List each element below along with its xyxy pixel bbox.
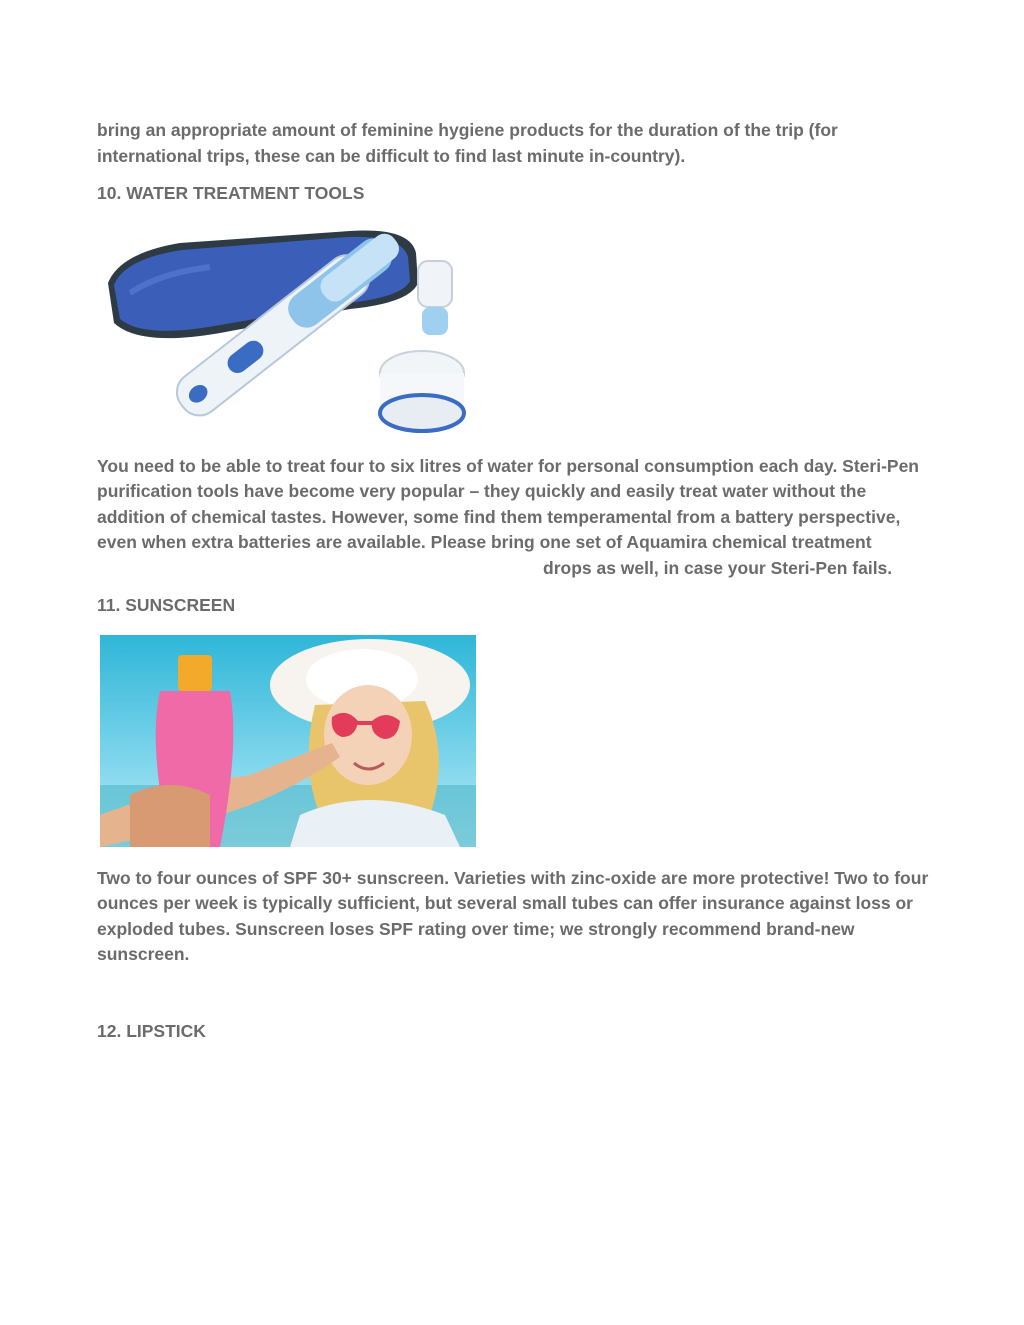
document-page xyxy=(97,118,929,1044)
water-treatment-text-part1: You need to be able to treat four to six litres of water for personal consumption each day. Steri-Pen purification tools have become very popular – they quickly and easily treat water without the addition of chemical tastes. However, some find them temperamental from a battery perspective, even when extra batteries are available. Please bring one set of Aquamira chemical treatment xyxy=(97,455,919,552)
steripen-photo xyxy=(100,223,476,435)
section-heading-lipstick: 12. LIPSTICK xyxy=(97,1020,206,1041)
section-heading-sunscreen: 11. SUNSCREEN xyxy=(97,595,236,615)
water-treatment-paragraph xyxy=(97,454,929,582)
water-treatment-text-part2: drops as well, in case your Steri-Pen fails. xyxy=(543,557,893,578)
intro-paragraph: bring an appropriate amount of feminine hygiene products for the duration of the trip (for international trips, these can be difficult to find last minute in-country). xyxy=(97,120,838,166)
sunscreen-paragraph: Two to four ounces of SPF 30+ sunscreen. Varieties with zinc-oxide are more protective! Two to four ounces per week is typically sufficient, but several small tubes can offer insurance against loss or exploded tubes. Sunscreen loses SPF rating over time; we strongly recommend brand-new sunscreen. xyxy=(97,867,929,964)
section-heading-water-treatment: 10. WATER TREATMENT TOOLS xyxy=(97,183,365,203)
sunscreen-photo xyxy=(100,635,476,847)
